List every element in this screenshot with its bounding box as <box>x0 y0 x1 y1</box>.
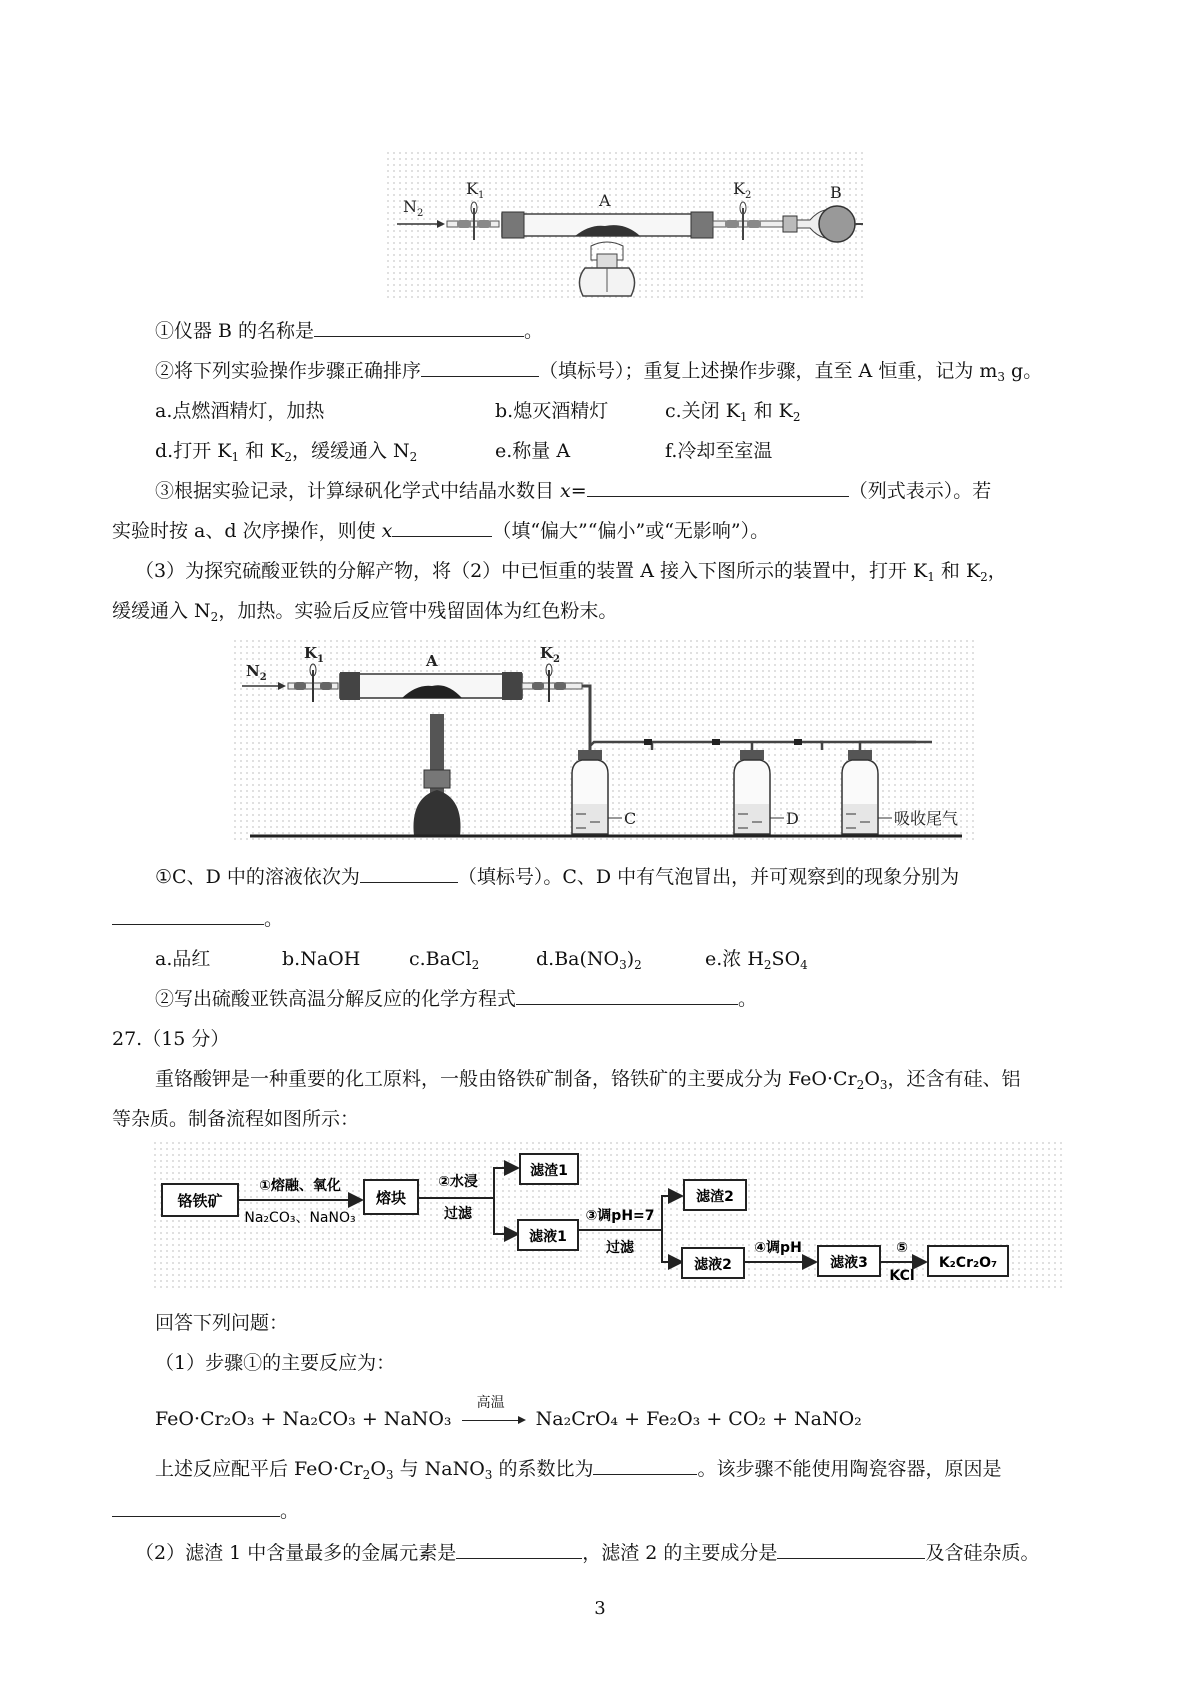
lamp-neck <box>597 254 617 268</box>
node-chromite-label: 铬铁矿 <box>177 1192 223 1210</box>
question-text: （填标号）；重复上述操作步骤，直至 A 恒重，记为 m <box>539 360 998 382</box>
answer-blank[interactable] <box>456 1540 582 1559</box>
question-line: 重铬酸钾是一种重要的化工原料，一般由铬铁矿制备，铬铁矿的主要成分为 $FeO\cdot Cr_2O_3$，还含有硅、铝 <box>155 1068 1021 1092</box>
valve-k1-label: $K_1$ <box>466 179 485 201</box>
answer-blank[interactable] <box>112 906 264 925</box>
question-line <box>155 864 959 890</box>
option-b: b.熄灭酒精灯 <box>495 400 609 422</box>
product: Na₂CrO₄ <box>535 1408 619 1430</box>
option-b: b.NaOH <box>282 948 361 970</box>
drying-tube-stopper <box>783 216 797 232</box>
tube-connector <box>294 682 306 690</box>
option-f: f.冷却至室温 <box>665 440 773 462</box>
tube-connector <box>532 682 544 690</box>
question-text: g。 <box>1005 360 1043 382</box>
question-text: ，还含有硅、铝 <box>887 1068 1021 1090</box>
node-filtrate3-label: 滤液3 <box>830 1255 868 1271</box>
stopper-right <box>691 212 713 238</box>
question-text: （2）滤渣 1 中含量最多的金属元素是 <box>135 1542 457 1564</box>
reaction-arrow <box>462 1395 526 1430</box>
step2-label: ②水浸 <box>438 1174 478 1190</box>
question-text: ，滤渣 2 的主要成分是 <box>582 1542 778 1564</box>
node-residue2-label: 滤渣2 <box>696 1189 734 1205</box>
step4-label: ④调pH <box>754 1240 802 1256</box>
answer-blank[interactable] <box>516 986 738 1005</box>
question-line <box>112 1498 299 1524</box>
question-text: 。 <box>264 908 284 930</box>
reactant: FeO·Cr₂O₃ <box>155 1408 255 1430</box>
question-text: 。该步骤不能使用陶瓷容器，原因是 <box>697 1458 1002 1480</box>
equals-sign: = <box>570 480 587 502</box>
arrowhead <box>437 220 445 228</box>
question-text: （3）为探究硫酸亚铁的分解产物，将（2）中已恒重的装置 A 接入下图所示的装置中，打开 K <box>135 560 928 582</box>
arrow-head <box>518 1416 526 1424</box>
option-c: c.关闭 $K_1$ 和 $K_2$ <box>665 400 801 424</box>
step3-sublabel: 过滤 <box>606 1240 634 1256</box>
node-product-label: K₂Cr₂O₇ <box>938 1255 998 1271</box>
tube-connector <box>554 682 566 690</box>
valve-k2-label: $K_2$ <box>733 179 752 201</box>
option-a: a.点燃酒精灯，加热 <box>155 400 325 422</box>
reaction-condition: 高温 <box>476 1395 505 1411</box>
question-line: 等杂质。制备流程如图所示： <box>112 1108 360 1130</box>
answer-blank[interactable] <box>314 318 524 337</box>
apparatus-figure-1 <box>385 150 865 300</box>
answer-blank[interactable] <box>421 358 539 377</box>
question-text: （列式表示）。若 <box>848 480 992 502</box>
question-line <box>135 1540 1039 1566</box>
question-line <box>155 478 991 504</box>
branch-arrow <box>662 1196 682 1230</box>
node-residue1-label: 滤渣1 <box>530 1163 568 1179</box>
tube-a-label: A <box>599 191 611 210</box>
node-filtrate1-label: 滤液1 <box>529 1229 567 1245</box>
question-text: ①仪器 B 的名称是 <box>155 320 315 342</box>
question-text: 实验时按 a、d 次序操作，则使 <box>112 520 382 542</box>
product: CO₂ <box>728 1408 767 1430</box>
option-e: e.浓 $H_2SO_4$ <box>705 948 808 972</box>
page-number: 3 <box>594 1598 606 1619</box>
wash-bottle-c <box>572 750 622 834</box>
bulb-b-label: B <box>830 183 842 202</box>
reactant: Na₂CO₃ <box>282 1408 356 1430</box>
step2-sublabel: 过滤 <box>444 1206 472 1222</box>
question-line <box>112 518 769 544</box>
plus-sign: + <box>624 1408 641 1430</box>
question-line: 缓缓通入 $N_2$，加热。实验后反应管中残留固体为红色粉末。 <box>112 600 618 624</box>
option-row <box>155 946 1055 972</box>
question-number: 27.（15 分） <box>112 1028 230 1050</box>
stopper-left <box>502 212 524 238</box>
question-line <box>155 318 543 344</box>
bottle-d-label: D <box>786 809 799 828</box>
tube-connector <box>457 220 471 228</box>
arrow-shaft <box>462 1420 520 1421</box>
valve-k2-label: $K_2$ <box>540 644 561 665</box>
question-text: 缓缓通入 N <box>112 600 211 622</box>
product: Fe₂O₃ <box>646 1408 701 1430</box>
subscript: 3 <box>997 370 1006 384</box>
question-text: ①C、D 中的溶液依次为 <box>155 866 360 888</box>
option-d: $d.Ba(NO_3)_2$ <box>536 948 642 972</box>
outlet-tube <box>522 683 582 689</box>
option-row <box>155 438 1055 464</box>
apparatus-figure-2 <box>232 638 974 844</box>
apparatus-drawing-2 <box>232 638 974 844</box>
variable-x: x <box>560 480 571 502</box>
branch-arrow <box>494 1168 518 1198</box>
node-melt-label: 熔块 <box>375 1189 407 1207</box>
gas-label-n2: $N_2$ <box>246 662 267 683</box>
step3-label: ③调pH=7 <box>585 1208 655 1224</box>
plus-sign: + <box>361 1408 378 1430</box>
node-filtrate2-label: 滤液2 <box>694 1257 732 1273</box>
tube-connector <box>477 220 491 228</box>
option-c: c.BaCl$_2$ <box>409 948 480 972</box>
connecting-tube <box>590 742 822 750</box>
answer-blank[interactable] <box>587 478 849 497</box>
question-text: ②写出硫酸亚铁高温分解反应的化学方程式 <box>155 988 517 1010</box>
tube-connector <box>747 220 761 228</box>
branch-arrow <box>662 1230 682 1262</box>
gas-label-n2: $N_2$ <box>403 197 424 219</box>
question-line <box>112 906 283 932</box>
branch-arrow <box>494 1198 518 1234</box>
step5-label: ⑤ <box>896 1240 908 1256</box>
answer-blank[interactable] <box>360 864 458 883</box>
arrowhead <box>278 682 286 690</box>
question-line <box>155 358 1042 384</box>
drying-tube-bulb-b <box>819 206 855 242</box>
question-line: 上述反应配平后 $FeO\cdot Cr_2O_3$ 与 NaNO$_3$ 的系数比为 。该步骤不能使用陶瓷容器，原因是 <box>155 1458 1002 1482</box>
question-text: 及含硅杂质。 <box>925 1542 1040 1564</box>
answer-blank[interactable] <box>112 1498 280 1517</box>
variable-x: x <box>381 520 393 542</box>
question-text: ③根据实验记录，计算绿矾化学式中结晶水数目 <box>155 480 561 502</box>
question-text: ②将下列实验操作步骤正确排序 <box>155 360 422 382</box>
option-e: e.称量 A <box>495 440 571 462</box>
burner-regulator <box>424 770 450 788</box>
option-a: a.品红 <box>155 948 211 970</box>
answer-blank[interactable] <box>593 1456 697 1475</box>
valve-k1-label: $K_1$ <box>304 644 325 665</box>
step1-reagents: Na₂CO₃、NaNO₃ <box>244 1210 356 1226</box>
question-text: ，加热。实验后反应管中残留固体为红色粉末。 <box>218 600 618 622</box>
question-text: （填“偏大”“偏小”或“无影响”）。 <box>492 520 770 542</box>
product: NaNO₂ <box>794 1408 862 1430</box>
tube-connector <box>725 220 739 228</box>
flowchart-drawing <box>152 1140 1062 1292</box>
stopper-left <box>340 672 360 700</box>
question-text: 重铬酸钾是一种重要的化工原料，一般由铬铁矿制备，铬铁矿的主要成分为 FeO·Cr <box>155 1068 857 1090</box>
question-line <box>155 986 757 1012</box>
step1-label: ①熔融、氧化 <box>259 1178 341 1194</box>
question-text: 。 <box>280 1500 300 1522</box>
answer-blank[interactable] <box>392 518 492 537</box>
question-line: （1）步骤①的主要反应为： <box>155 1352 396 1374</box>
plus-sign: + <box>772 1408 788 1430</box>
stopper-right <box>502 672 522 700</box>
chemical-equation <box>155 1395 862 1432</box>
wash-bottle-d <box>734 750 784 834</box>
step5-reagent: KCl <box>889 1268 915 1284</box>
question-line: （3）为探究硫酸亚铁的分解产物，将（2）中已恒重的装置 A 接入下图所示的装置中，打开 $K_1$ 和 $K_2$， <box>135 560 1007 584</box>
apparatus-drawing-1 <box>385 150 865 300</box>
reactant: NaNO₃ <box>383 1408 452 1430</box>
bottle-c-label: C <box>624 809 637 828</box>
plus-sign: + <box>260 1408 277 1430</box>
tube-connector <box>320 682 332 690</box>
tail-gas-label: 吸收尾气 <box>894 809 959 828</box>
plus-sign: + <box>706 1408 723 1430</box>
question-text: （填标号）。C、D 中有气泡冒出，并可观察到的现象分别为 <box>457 866 960 888</box>
question-text: 上述反应配平后 FeO·Cr <box>155 1458 363 1480</box>
option-row <box>155 398 1055 424</box>
option-d: d.打开 $K_1$ 和 $K_2$，缓缓通入 $N_2$ <box>155 440 418 464</box>
question-line: 回答下列问题： <box>155 1312 289 1334</box>
tube-a-label: A <box>426 652 438 670</box>
question-text: 。 <box>738 988 758 1010</box>
process-flowchart <box>152 1140 1062 1292</box>
answer-blank[interactable] <box>777 1540 925 1559</box>
question-text: 。 <box>524 320 544 342</box>
burner-base <box>413 790 460 836</box>
